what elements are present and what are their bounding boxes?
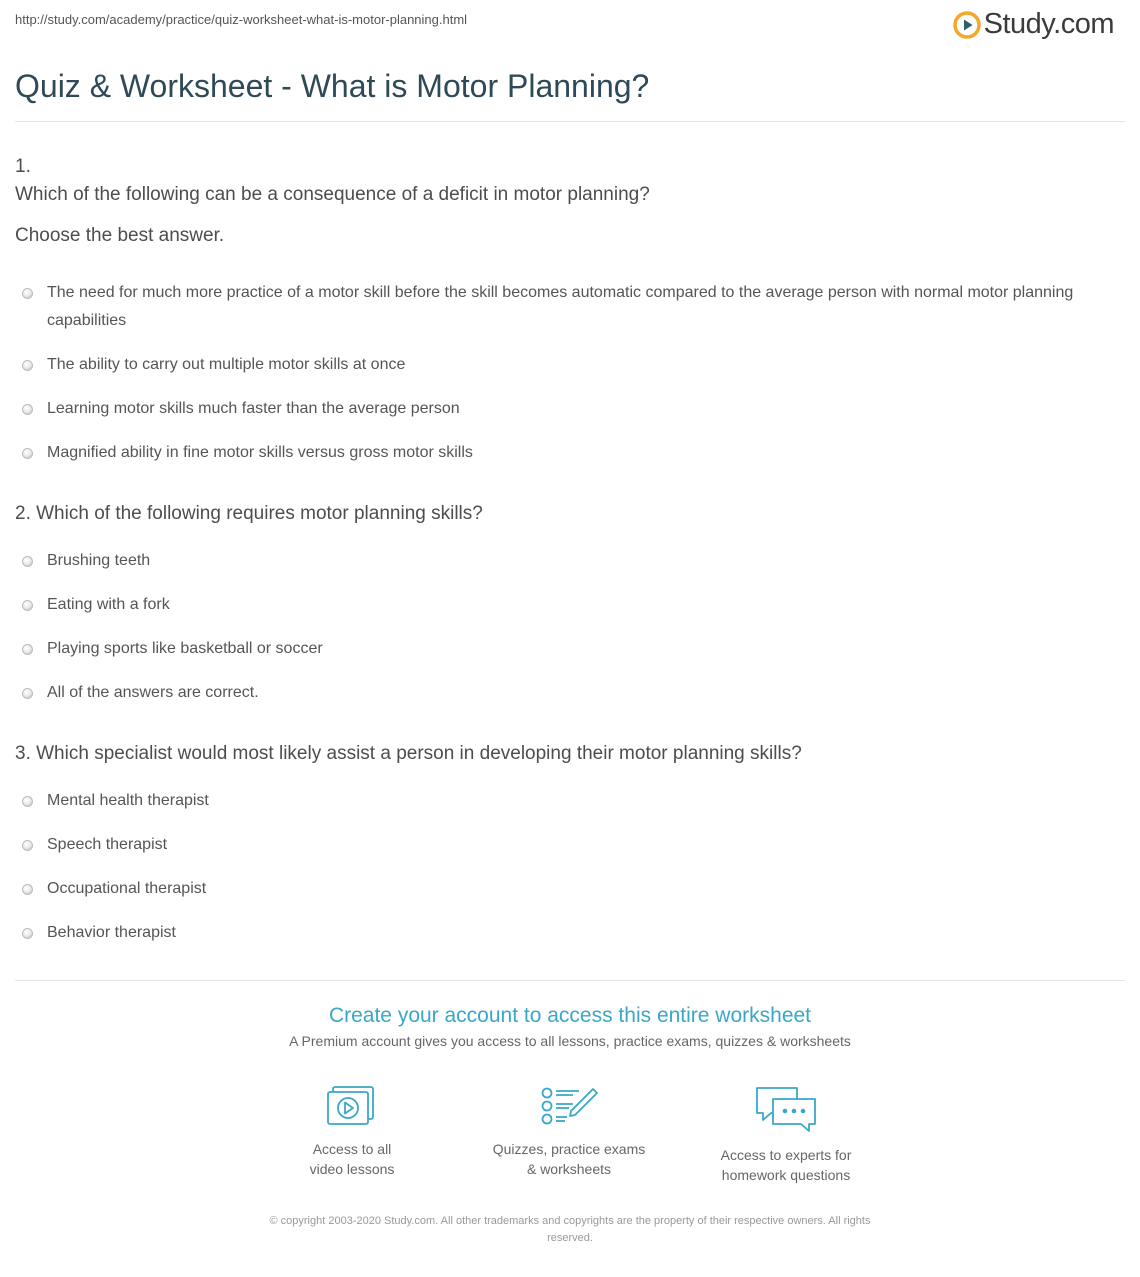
feature-label-line: homework questions (721, 1167, 851, 1183)
answer-text: All of the answers are correct. (47, 684, 259, 701)
answer-text: Learning motor skills much faster than the average person (47, 400, 460, 417)
page-url: http://study.com/academy/practice/quiz-worksheet-what-is-motor-planning.html (15, 12, 468, 27)
page-title: Quiz & Worksheet - What is Motor Planning? (15, 68, 650, 104)
answer-option[interactable] (22, 444, 1100, 467)
premium-description: A Premium account gives you access to all lessons, practice exams, quizzes & worksheets (289, 1033, 851, 1049)
radio-button[interactable] (22, 448, 33, 459)
question-1-text: Which of the following can be a consequence of a deficit in motor planning? (15, 184, 650, 205)
answer-option[interactable] (22, 836, 1100, 859)
answer-option[interactable] (22, 880, 1100, 903)
feature-label-line: Quizzes, practice exams (492, 1141, 646, 1157)
divider (15, 121, 1125, 122)
radio-button[interactable] (22, 360, 33, 371)
feature-experts (686, 1085, 886, 1185)
answer-option[interactable] (22, 356, 1100, 379)
answer-text: Behavior therapist (47, 924, 176, 941)
radio-button[interactable] (22, 928, 33, 939)
answer-text: The ability to carry out multiple motor skills at once (47, 356, 406, 373)
answer-text: Eating with a fork (47, 596, 170, 613)
radio-button[interactable] (22, 288, 33, 299)
radio-button[interactable] (22, 796, 33, 807)
radio-button[interactable] (22, 688, 33, 699)
question-3-text: 3. Which specialist would most likely assist a person in developing their motor planning skills? (15, 743, 802, 764)
question-1-number: 1. (15, 156, 31, 177)
answer-option[interactable] (22, 684, 1100, 707)
logo-text: Study.com (983, 8, 1114, 40)
radio-button[interactable] (22, 884, 33, 895)
radio-button[interactable] (22, 644, 33, 655)
chat-bubbles-icon (753, 1085, 819, 1135)
copyright-line: reserved. (547, 1232, 593, 1244)
answer-option[interactable] (22, 792, 1100, 815)
question-2-text: 2. Which of the following requires motor planning skills? (15, 503, 483, 524)
answer-option[interactable] (22, 924, 1100, 947)
answer-text: Magnified ability in fine motor skills versus gross motor skills (47, 444, 473, 461)
answer-option[interactable] (22, 284, 1100, 335)
answer-text: Playing sports like basketball or soccer (47, 640, 323, 657)
quiz-checklist-icon (539, 1085, 599, 1129)
answer-text: The need for much more practice of a motor skill before the skill becomes automatic compared to the average person with normal motor planning capabilities (47, 284, 1074, 329)
answer-text: Speech therapist (47, 836, 168, 853)
radio-button[interactable] (22, 556, 33, 567)
question-1-instruction: Choose the best answer. (15, 225, 225, 246)
answer-option[interactable] (22, 400, 1100, 423)
answer-option[interactable] (22, 640, 1100, 663)
answer-option[interactable] (22, 596, 1100, 619)
video-lessons-icon (325, 1085, 379, 1129)
feature-video-lessons (252, 1085, 452, 1179)
study-logo[interactable] (953, 8, 1114, 41)
feature-label-line: Access to all (312, 1141, 392, 1157)
create-account-link[interactable]: Create your account to access this entire worksheet (328, 1004, 812, 1027)
divider (15, 980, 1125, 981)
answer-text: Mental health therapist (47, 792, 209, 809)
radio-button[interactable] (22, 600, 33, 611)
feature-label-line: & worksheets (526, 1161, 612, 1177)
answer-option[interactable] (22, 552, 1100, 575)
answer-text: Occupational therapist (47, 880, 207, 897)
radio-button[interactable] (22, 840, 33, 851)
feature-label-line: Access to experts for (720, 1147, 852, 1163)
feature-quizzes (469, 1085, 669, 1179)
answer-text: Brushing teeth (47, 552, 151, 569)
play-logo-icon (953, 11, 981, 39)
radio-button[interactable] (22, 404, 33, 415)
copyright-line: © copyright 2003-2020 Study.com. All other trademarks and copyrights are the property of their respective owners. All rights (269, 1215, 871, 1227)
copyright-footer (210, 1213, 930, 1247)
feature-label-line: video lessons (309, 1161, 395, 1177)
